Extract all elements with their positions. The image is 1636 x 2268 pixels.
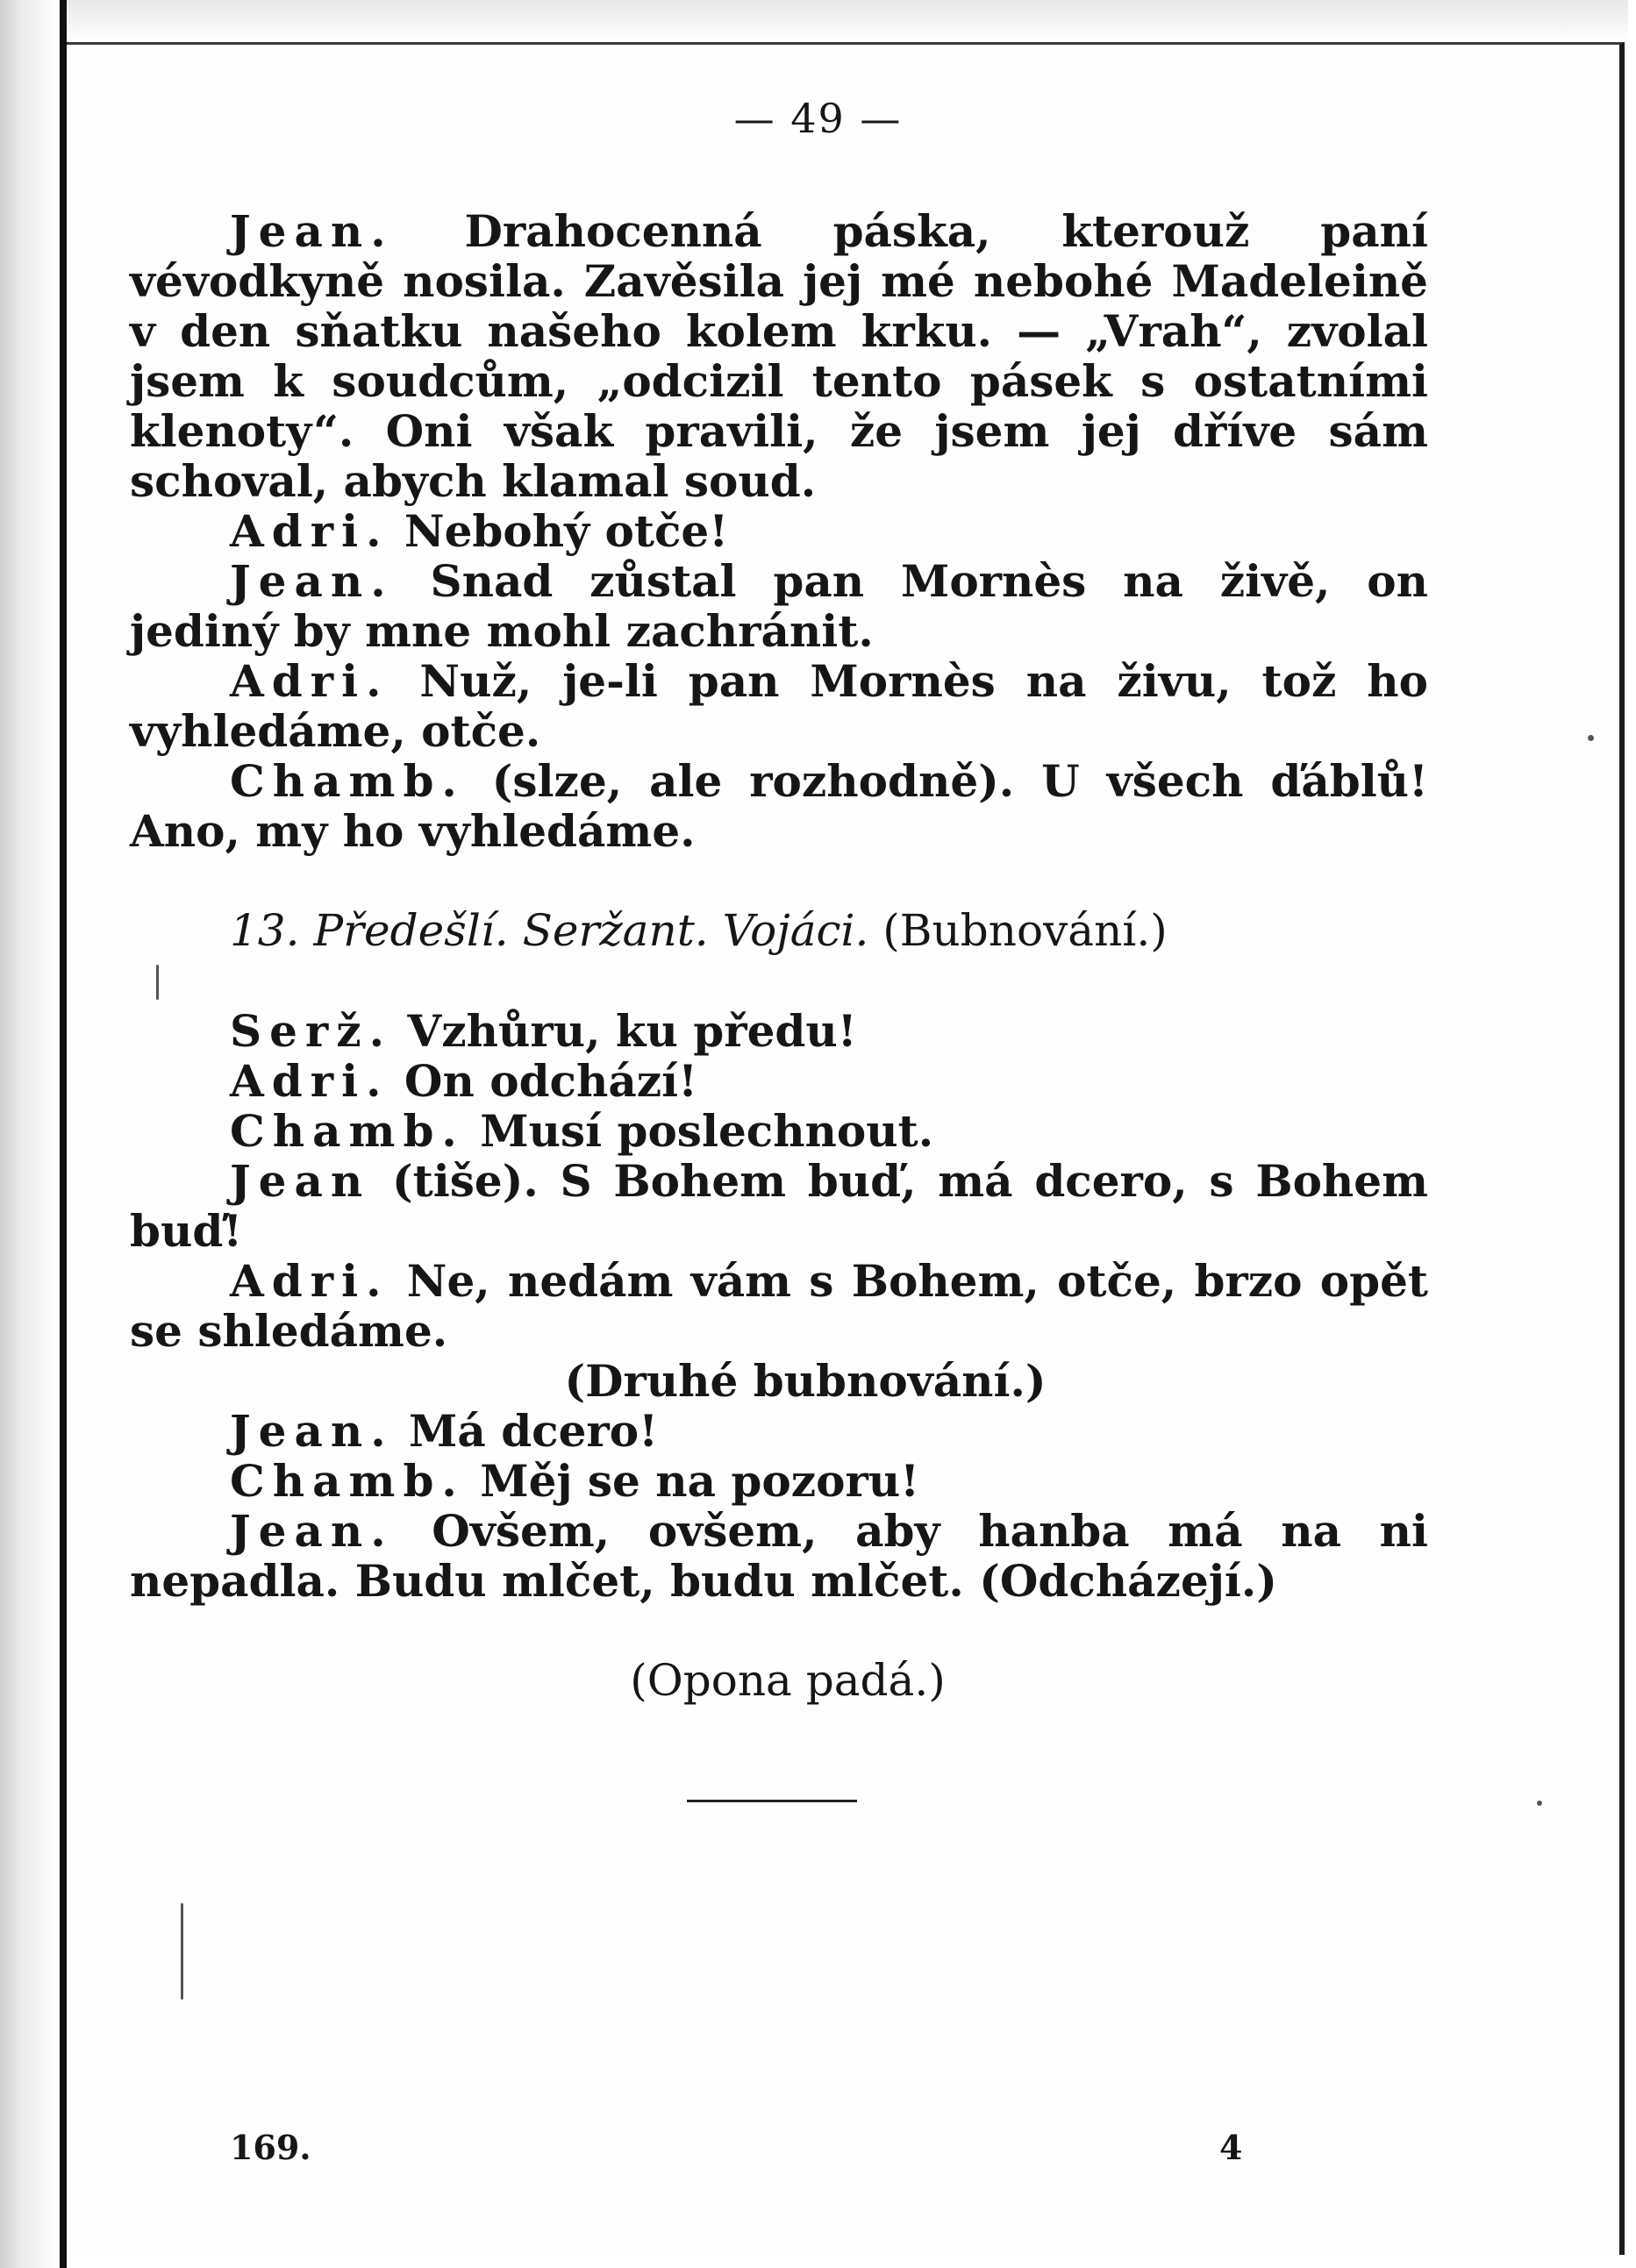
speaker-name: Adri.: [230, 1255, 389, 1307]
scene-stage-direction: (Bubnování.): [868, 905, 1168, 956]
speaker-name: Chamb.: [230, 1105, 465, 1157]
scene-characters: Předešlí. Seržant. Vojáci.: [313, 905, 869, 956]
dialogue-line: [130, 1256, 1428, 1356]
speaker-name: Jean: [230, 1155, 371, 1207]
dialogue-line: [130, 656, 1428, 756]
paper-top-shadow: [67, 0, 1628, 44]
gathering-mark: 4: [1219, 2128, 1243, 2167]
line-text: On odchází!: [389, 1055, 698, 1107]
dialogue-line: [130, 1156, 1428, 1256]
speaker-name: Serž.: [230, 1005, 393, 1057]
dialogue-line: [130, 1456, 1428, 1506]
dialogue-line: [130, 1506, 1428, 1606]
signature-mark: 169.: [230, 2128, 311, 2167]
speaker-name: Adri.: [230, 505, 389, 557]
dust-speck: [156, 965, 159, 1000]
speaker-name: Chamb.: [230, 1455, 465, 1507]
line-text: Nebohý otče!: [389, 505, 729, 557]
speaker-name: Jean.: [230, 205, 394, 257]
end-rule: [687, 1800, 857, 1802]
line-text: Nuž, je-li pan Mornès na živu, tož ho vyhledáme, otče.: [130, 655, 1428, 757]
dialogue-line: [130, 506, 1428, 556]
speaker-name: Chamb.: [230, 755, 465, 807]
dust-speck: [181, 1903, 183, 2000]
play-text: [130, 206, 1428, 1706]
stage-direction: (Druhé bubnování.): [564, 1355, 1047, 1407]
dialogue-line: [130, 1006, 1428, 1056]
scene-number: 13.: [230, 905, 300, 956]
line-text: Měj se na pozoru!: [464, 1455, 920, 1507]
speaker-name: Adri.: [230, 655, 389, 707]
scene-heading: [130, 906, 1428, 956]
dust-speck: [1588, 735, 1594, 741]
line-text: (tiše). S Bohem buď, má dcero, s Bohem buď!: [130, 1155, 1428, 1257]
line-text: (slze, ale rozhodně). U všech ďáblů! Ano, my ho vyhledáme.: [130, 755, 1428, 857]
line-text: Má dcero!: [393, 1405, 659, 1457]
page-number: — 49 —: [733, 95, 903, 142]
speaker-name: Jean.: [230, 555, 394, 607]
book-spine-edge: [60, 0, 67, 2268]
dialogue-line: [130, 1056, 1428, 1106]
line-text: Musí poslechnout.: [464, 1105, 934, 1157]
scan-margin: [0, 0, 60, 2268]
dialogue-line: [130, 1106, 1428, 1156]
dialogue-line: [130, 1406, 1428, 1456]
line-text: Ovšem, ovšem, aby hanba má na ni nepadla. Budu mlčet, budu mlčet. (Odcházejí.): [130, 1505, 1428, 1607]
dialogue-line: [130, 556, 1428, 656]
dust-speck: [1537, 1801, 1542, 1806]
dialogue-line: [130, 206, 1428, 506]
curtain-direction: (Opona padá.): [630, 1655, 946, 1706]
line-text: Snad zůstal pan Mornès na živě, on jediný by mne mohl zachránit.: [130, 555, 1428, 657]
line-text: Ne, nedám vám s Bohem, otče, brzo opět se shledáme.: [130, 1255, 1428, 1357]
speaker-name: Adri.: [230, 1055, 389, 1107]
line-text: Vzhůru, ku předu!: [392, 1005, 857, 1057]
line-text: Drahocenná páska, kterouž paní vévodkyně nosila. Zavěsila jej mé nebohé Madeleině v den sňatku našeho kolem krku. — „Vrah“, zvolal jsem k soudcům, „odcizil tento pásek s ostatními klenoty“. Oni však pravili, že jsem jej dříve sám schoval, abych klamal soud.: [130, 205, 1428, 507]
dialogue-line: [130, 756, 1428, 856]
speaker-name: Jean.: [230, 1405, 394, 1457]
speaker-name: Jean.: [230, 1505, 394, 1557]
